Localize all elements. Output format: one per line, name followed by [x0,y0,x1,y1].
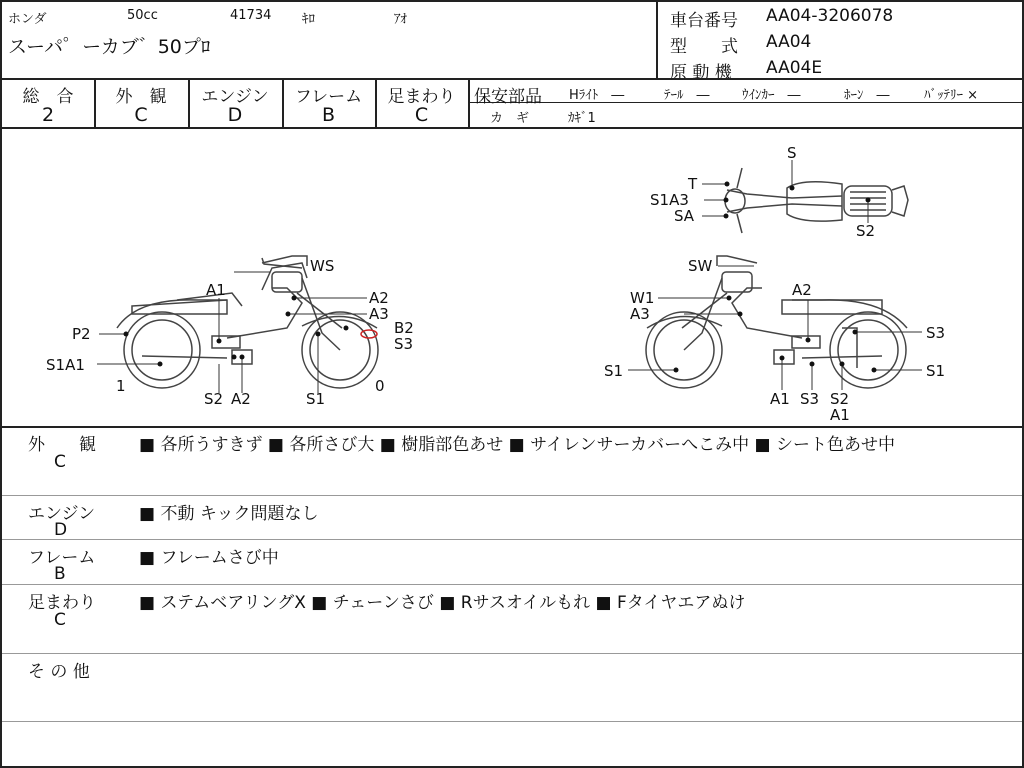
label-s1-rear: S1 [926,362,946,380]
grade-frame: B [321,104,336,126]
frame-no: AA04-3206078 [766,6,894,26]
label-a3-right: A3 [630,305,650,323]
engine-no: AA04E [766,58,823,78]
safety-label: 保安部品 [474,87,542,107]
safety-horn: ﾎｰﾝ ― [844,88,890,103]
label-a2: A2 [369,289,389,307]
label-s1a3: S1A3 [650,191,689,209]
model-name: スーパ゜ーカブ゛50プﾛ [8,36,211,58]
remark-category-frame: フレーム [28,548,96,568]
engine-label: 原 動 機 [670,63,732,83]
label-s2-top: S2 [856,222,876,240]
remark-grade-exterior: C [54,452,66,472]
vehicle-diagram [2,128,1022,428]
grade-header-frame: フレーム [294,87,363,107]
label-a1-bottom: A1 [830,406,850,424]
color: ｱｵ [394,12,407,27]
mileage-unit: ｷﾛ [302,12,315,27]
remark-grade-engine: D [54,520,68,540]
grade-header-engine: エンジン [201,87,269,107]
grade-overall: 2 [41,104,55,126]
label-a2-bottom: A2 [231,390,251,408]
label-sa: SA [674,207,695,225]
remark-text-suspension: ■ ステムベアリングX ■ チェーンさび ■ Rサスオイルもれ ■ Fタイヤエアぬけ [139,593,746,613]
safety-battery: ﾊﾞｯﾃﾘｰ × [924,88,979,103]
label-a1: A1 [206,281,226,299]
mileage: 41734 [230,8,272,23]
displacement: 50cc [127,8,158,23]
label-b2: B2 [394,319,414,337]
label-a3: A3 [369,305,389,323]
remark-text-engine: ■ 不動 キック問題なし [139,504,319,524]
safety-tail: ﾃｰﾙ ― [664,88,710,103]
left-view-motorcycle [117,256,378,388]
remark-category-engine: エンジン [28,504,96,524]
safety-winker: ｳｲﾝｶｰ ― [742,88,801,103]
grade-engine: D [227,104,243,126]
rule [2,78,1022,80]
remark-grade-frame: B [54,564,66,584]
label-a1-right: A1 [770,390,790,408]
label-w1: W1 [630,289,655,307]
label-s3-bottom: S3 [800,390,820,408]
grade-header-overall: 総 合 [22,87,74,107]
label-p2: P2 [72,325,91,343]
remark-category-suspension: 足まわり [28,593,96,613]
label-s1: S1 [306,390,326,408]
grade-header-suspension: 足まわり [387,87,456,107]
remark-text-exterior: ■ 各所うすきず ■ 各所さび大 ■ 樹脂部色あせ ■ サイレンサーカバーへこみ中 ■ シート色あせ中 [139,435,895,455]
model-type: AA04 [766,32,812,52]
label-s1-front: S1 [604,362,624,380]
label-s3-right: S3 [926,324,946,342]
maker: ホンダ [8,12,47,27]
remark-category-other: そ の 他 [28,662,90,682]
safety-headlight: Hﾗｲﾄ ― [569,88,625,103]
grade-header-exterior: 外 観 [115,87,167,107]
grade-exterior: C [134,104,148,126]
key-label: カ ギ [490,111,530,126]
label-s2-right: S2 [830,390,850,408]
right-view-motorcycle [646,256,907,388]
remark-grade-suspension: C [54,610,66,630]
remark-category-exterior: 外 観 [28,435,96,455]
label-0: 0 [375,377,385,395]
label-ws: WS [310,257,335,275]
label-t: T [688,175,698,193]
top-view-motorcycle [725,168,908,233]
label-s3: S3 [394,335,414,353]
model-type-label: 型 式 [670,37,738,57]
label-1: 1 [116,377,126,395]
header-divider [656,2,658,80]
frame-no-label: 車台番号 [670,11,738,31]
label-s1a1: S1A1 [46,356,85,374]
label-sw: SW [688,257,713,275]
remark-text-frame: ■ フレームさび中 [139,548,279,568]
label-s2: S2 [204,390,224,408]
grade-suspension: C [414,104,429,126]
label-a2-right: A2 [792,281,812,299]
key-value: ｶｷﾞ1 [568,111,596,126]
label-s-top: S [787,144,797,162]
